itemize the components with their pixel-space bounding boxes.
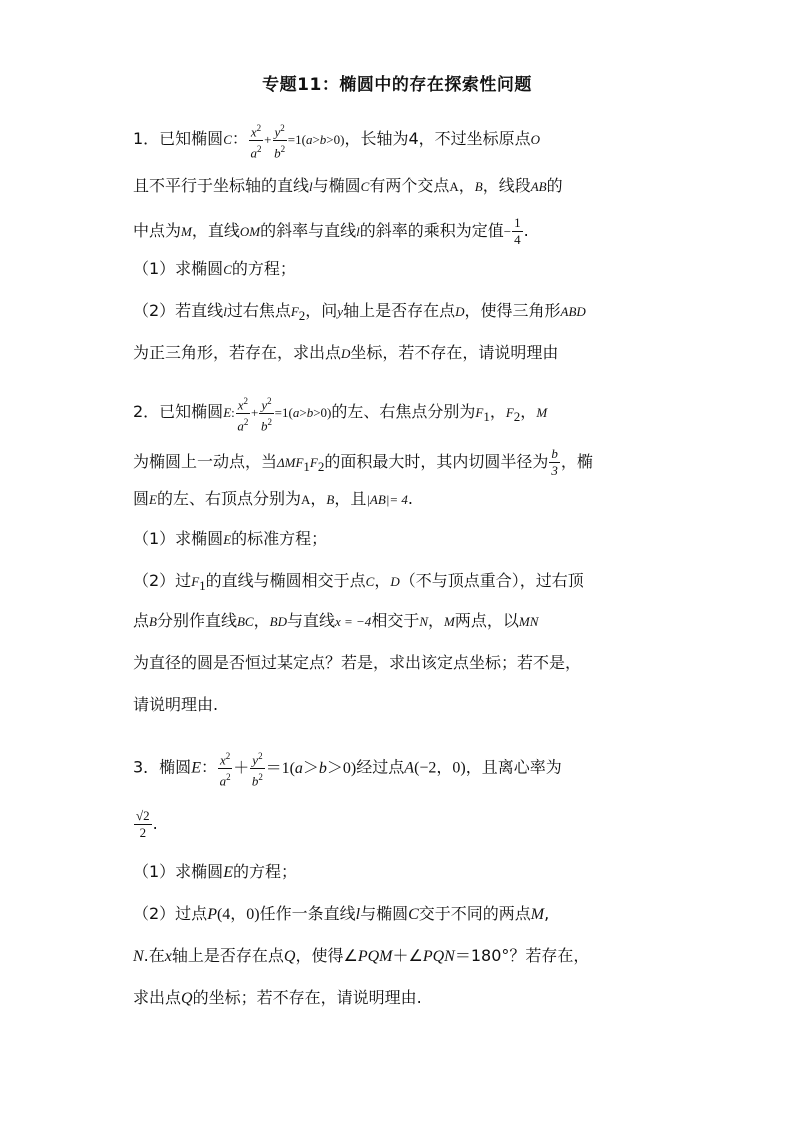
text-segment: 的 — [546, 176, 563, 195]
text-segment: ，线段 — [482, 176, 531, 195]
text-segment: ： — [200, 757, 217, 777]
math-var: E — [223, 864, 233, 881]
text-segment: ： — [231, 128, 248, 148]
text-segment: 两点，以 — [454, 611, 519, 630]
ellipse-equation: $\frac{x^2}{a^2}$ ＋ $\frac{y^2}{b^2}$ ＝1(a＞b＞0) — [217, 760, 356, 777]
text-segment: ＋∠ — [392, 946, 423, 965]
problem-2-part-2-line-1 — [133, 570, 673, 597]
math-var: F — [309, 455, 318, 470]
math-var: P — [207, 906, 217, 923]
text-segment: （不与顶点重合），过右顶 — [399, 571, 584, 590]
math-var: M — [444, 614, 455, 629]
math-subscript: 1 — [303, 459, 310, 475]
ellipse-equation: $\frac{x^2}{a^2}$ + $\frac{y^2}{b^2}$ =1(a>b>0) — [235, 405, 332, 420]
problem-2-line-3 — [133, 488, 673, 511]
problem-2-line-1 — [133, 393, 673, 435]
math-var: B — [149, 614, 157, 629]
math-var: C — [360, 179, 370, 194]
text-segment: ，椭 — [560, 452, 593, 471]
text-segment: 的斜率与直线 — [260, 221, 357, 240]
text-segment: 与椭圆 — [312, 176, 361, 195]
text-segment: ， — [489, 401, 506, 421]
text-segment: 点 — [133, 611, 150, 630]
text-segment: 为椭圆上一动点，当 — [133, 452, 278, 471]
math-var: l — [355, 906, 361, 923]
text-segment: 相交于 — [371, 611, 420, 630]
math-subscript: 2 — [513, 409, 521, 424]
text-segment: 2．已知椭圆 — [133, 401, 224, 421]
math-var: Q — [283, 948, 296, 965]
problem-2-line-2 — [133, 446, 673, 479]
text-segment: 3．椭圆 — [133, 757, 192, 777]
text-segment: . — [152, 814, 158, 833]
math-var: PQN — [422, 948, 455, 965]
text-segment: ，长轴为4，不过坐标原点 — [344, 128, 531, 148]
problem-1-part-1 — [133, 258, 673, 281]
text-segment: （2）若直线 — [133, 301, 224, 320]
math-var: PQM — [357, 948, 393, 965]
text-segment: 的方程； — [231, 259, 296, 278]
math-var: E — [223, 532, 232, 547]
problem-3-line-2 — [133, 808, 673, 841]
text-segment: 过右焦点 — [226, 301, 291, 320]
ellipse-equation: $\frac{x^2}{a^2}$ + $\frac{y^2}{b^2}$ =1(a>b>0) — [248, 132, 345, 147]
problem-3-part-2-line-2 — [133, 945, 673, 968]
math-var: E — [191, 759, 201, 777]
text-segment: ， — [428, 611, 445, 630]
text-segment: ，使得三角形 — [464, 301, 561, 320]
fraction-numerator: √2 — [136, 808, 150, 823]
math-sign: − — [503, 224, 512, 239]
math-expression: x = −4 — [334, 614, 372, 629]
math-var: OM — [239, 224, 261, 239]
text-segment: 的直线与椭圆相交于点 — [205, 571, 366, 590]
text-segment: .在 — [143, 946, 165, 965]
text-segment: 圆 — [133, 489, 150, 508]
text-segment: （1）求椭圆 — [133, 529, 224, 548]
math-var: C — [408, 906, 419, 923]
problem-1-line-3 — [133, 215, 673, 248]
math-var: B — [326, 492, 335, 507]
text-segment: 请说明理由. — [133, 695, 219, 714]
math-var: A — [404, 759, 415, 777]
math-var: ABD — [560, 304, 586, 319]
math-var: F — [191, 574, 200, 589]
math-var: ΔMF — [277, 455, 304, 470]
text-segment: ， — [458, 176, 475, 195]
math-var: D — [341, 346, 351, 361]
text-segment: （2）过点 — [133, 904, 208, 923]
text-segment: ， — [253, 611, 270, 630]
text-segment: (4，0)任作一条直线 — [216, 906, 356, 923]
text-segment: 分别作直线 — [156, 611, 237, 630]
text-segment: 有两个交点 — [369, 176, 450, 195]
text-segment: ，直线 — [191, 221, 240, 240]
math-var: Q — [181, 990, 193, 1007]
fraction-denominator: 3 — [551, 463, 558, 478]
problem-2-part-2-line-4 — [133, 694, 673, 716]
text-segment: ，且 — [334, 489, 367, 508]
math-var: N — [133, 948, 144, 965]
text-segment: 的坐标；若不存在，请说明理由. — [192, 988, 422, 1007]
problem-2-part-2-line-2 — [133, 610, 673, 633]
math-var: E — [149, 492, 157, 507]
math-var: M — [181, 224, 192, 239]
math-var: O — [530, 131, 541, 147]
fraction — [549, 446, 560, 479]
text-segment: 交于不同的两点 — [418, 904, 531, 923]
math-subscript: 1 — [199, 578, 206, 594]
text-segment: ， — [310, 489, 327, 508]
math-var: A — [449, 179, 459, 194]
text-segment: . — [407, 489, 414, 508]
text-segment: 经过点 — [356, 757, 405, 777]
fraction-numerator: b — [551, 446, 558, 461]
text-segment: 的标准方程； — [231, 529, 328, 548]
text-segment: 的左、右焦点分别为 — [331, 401, 476, 421]
math-subscript: 1 — [483, 409, 490, 424]
text-segment: (−2，0)，且离心率为 — [414, 759, 562, 777]
math-var: BC — [236, 614, 254, 629]
math-var: AB — [530, 179, 547, 194]
text-segment: 与直线 — [286, 611, 335, 630]
text-segment: 中点为 — [133, 221, 182, 240]
text-segment: 的左、右顶点分别为 — [156, 489, 301, 508]
math-var: C — [223, 131, 232, 147]
fraction — [512, 215, 523, 248]
text-segment: 求出点 — [133, 988, 182, 1007]
text-segment: ＝180°？若存在， — [454, 946, 590, 965]
math-subscript: 2 — [298, 308, 306, 324]
text-segment: 轴上是否存在点 — [343, 301, 456, 320]
math-var: M — [536, 404, 548, 420]
math-var: C — [223, 262, 232, 277]
problem-2-part-2-line-3 — [133, 652, 673, 674]
math-sign: : — [231, 404, 235, 420]
math-var: F — [290, 304, 299, 319]
text-segment: 轴上是否存在点 — [171, 946, 284, 965]
text-segment: ，问 — [305, 301, 338, 320]
fraction-denominator: 4 — [514, 232, 521, 247]
text-segment: 的方程； — [232, 862, 297, 881]
math-var: E — [223, 404, 232, 420]
math-var: D — [390, 574, 400, 589]
problem-2-part-1 — [133, 528, 673, 551]
math-var: D — [455, 304, 465, 319]
page-title: 专题11：椭圆中的存在探索性问题 — [262, 75, 532, 95]
problem-1-part-2-line-1 — [133, 300, 673, 327]
fraction-numerator: 1 — [514, 215, 521, 230]
problem-1-part-2-line-2 — [133, 342, 673, 365]
math-var: BD — [269, 614, 287, 629]
text-segment: 与椭圆 — [360, 904, 409, 923]
text-segment: 的面积最大时，其内切圆半径为 — [324, 452, 549, 471]
text-segment: ， — [374, 571, 391, 590]
text-segment: 坐标，若不存在，请说明理由 — [350, 343, 559, 362]
text-segment: 为直径的圆是否恒过某定点？若是，求出该定点坐标；若不是， — [133, 653, 582, 672]
math-var: C — [365, 574, 375, 589]
text-segment: 为正三角形，若存在，求出点 — [133, 343, 342, 362]
math-var: MN — [518, 614, 539, 629]
math-subscript: 2 — [317, 459, 325, 475]
text-segment: （2）过 — [133, 571, 192, 590]
problem-3-part-1 — [133, 861, 673, 884]
problem-3-line-1 — [133, 748, 673, 790]
text-segment: 1．已知椭圆 — [133, 128, 224, 148]
text-segment: 的斜率的乘积为定值 — [359, 221, 504, 240]
math-var: l — [223, 304, 227, 319]
text-segment: （1）求椭圆 — [133, 259, 224, 278]
math-var: B — [474, 179, 483, 194]
problem-3-part-2-line-3 — [133, 987, 673, 1010]
text-segment: . — [523, 221, 529, 240]
math-expression: |AB|= 4 — [366, 492, 408, 507]
math-var: M — [530, 906, 545, 923]
math-var: y — [337, 304, 344, 319]
problem-3-part-2-line-1 — [133, 903, 673, 926]
text-segment: 且不平行于坐标轴的直线 — [133, 176, 310, 195]
math-var: x — [164, 948, 172, 965]
fraction — [134, 808, 152, 841]
text-segment: ， — [520, 401, 537, 421]
text-segment: （1）求椭圆 — [133, 862, 224, 881]
fraction-denominator: 2 — [139, 825, 147, 840]
math-var: F — [505, 404, 514, 420]
math-var: l — [309, 179, 313, 194]
text-segment: , — [544, 904, 550, 923]
math-var: l — [356, 224, 360, 239]
problem-1-line-1 — [133, 120, 673, 162]
math-var: F — [475, 404, 484, 420]
text-segment: ，使得∠ — [295, 946, 358, 965]
math-var: N — [419, 614, 428, 629]
problem-1-line-2 — [133, 175, 673, 198]
math-var: A — [300, 492, 311, 507]
